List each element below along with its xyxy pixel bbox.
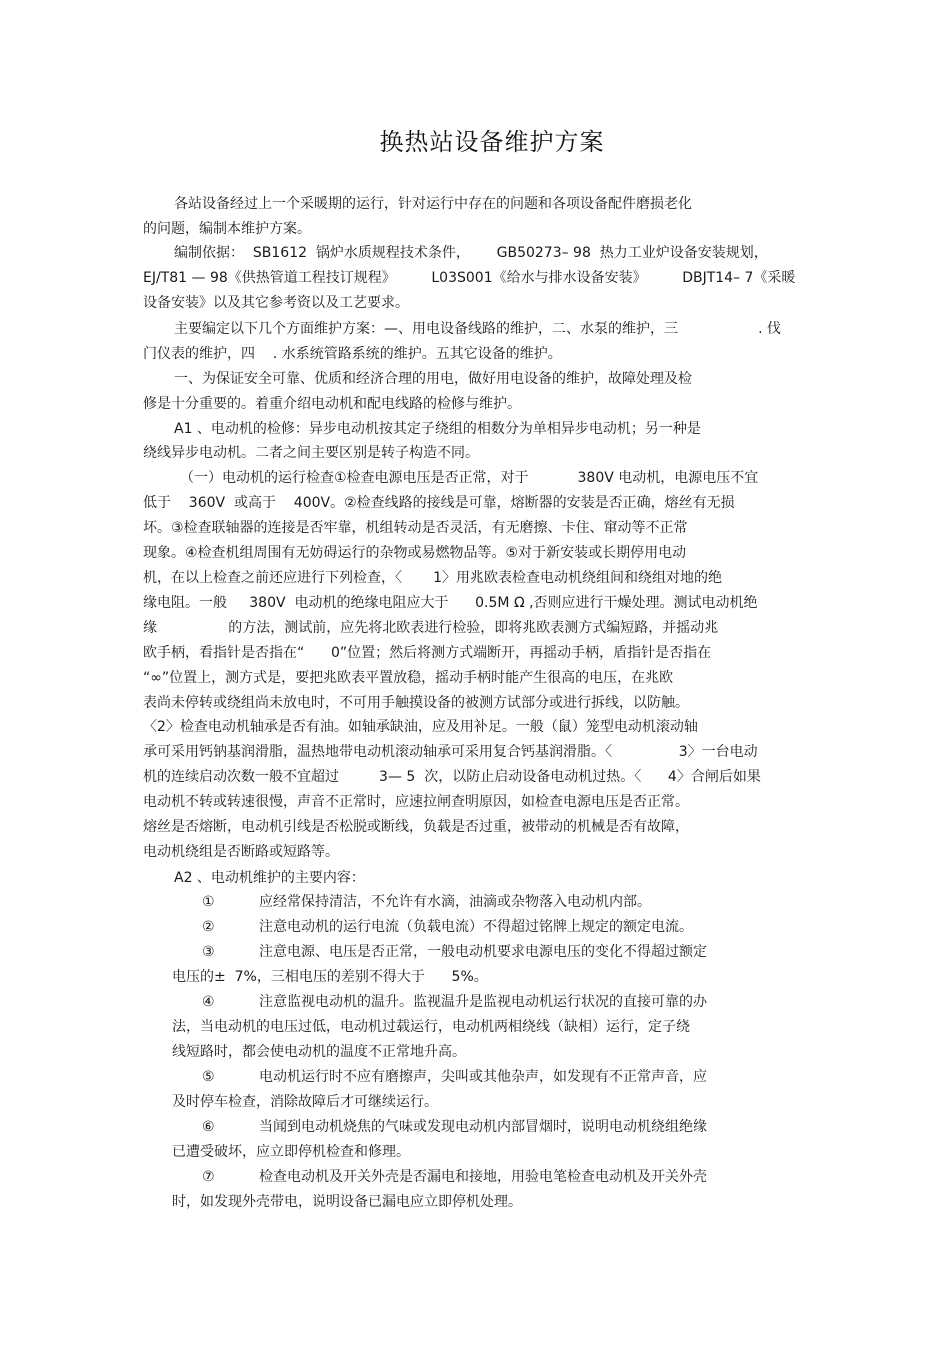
body-text-line: 已遭受破坏，应立即停机检查和修理。: [172, 1144, 410, 1160]
body-text-line: 设备安装》以及其它参考资以及工艺要求。: [143, 295, 409, 311]
body-text-line: 电动机不转或转速很慢，声音不正常时，应速拉闸查明原因，如检查电源电压是否正常。: [143, 794, 689, 810]
body-text-line: A1 、电动机的检修：异步电动机按其定子绕组的相数分为单相异步电动机；另一种是: [174, 421, 701, 437]
body-text-line: 缘 的方法，测试前，应先将北欧表进行检验，即将兆欧表测方式编短路，并摇动兆: [143, 620, 719, 636]
document-title: 换热站设备维护方案: [379, 128, 605, 156]
body-text-line: “∞”位置上，测方式是，要把兆欧表平置放稳，摇动手柄时能产生很高的电压，在兆欧: [143, 670, 674, 686]
body-text-line: 坏。③检查联轴器的连接是否牢靠，机组转动是否灵活，有无磨擦、卡住、窜动等不正常: [143, 520, 688, 536]
body-text-line: 表尚未停转或绕组尚未放电时，不可用手触摸设备的被测方试部分或进行拆线，以防触。: [143, 695, 689, 711]
body-text-line: 机的连续启动次数一般不宜超过 3— 5 次，以防止启动设备电动机过热。〈 4〉合闸后如果: [143, 769, 761, 785]
body-text-line: 编制依据： SB1612 锅炉水质规程技术条件， GB50273– 98 热力工业炉设备安装规划，: [174, 245, 768, 261]
body-text-line: 电压的± 7%，三相电压的差别不得大于 5%。: [172, 969, 488, 985]
body-text-line: A2 、电动机维护的主要内容：: [174, 870, 365, 886]
body-text-line: 法，当电动机的电压过低，电动机过载运行，电动机两相绕线（缺相）运行，定子绕: [172, 1019, 690, 1035]
body-text-line: 门仪表的维护，四 . 水系统管路系统的维护。五其它设备的维护。: [143, 346, 562, 362]
body-text-line: 欧手柄，看指针是否指在“ 0”位置；然后将测方式端断开，再摇动手柄，盾指针是否指在: [143, 645, 712, 661]
list-item: ① 应经常保持清洁，不允许有水滴，油滴或杂物落入电动机内部。: [202, 894, 652, 910]
list-item: ② 注意电动机的运行电流（负载电流）不得超过铭牌上规定的额定电流。: [202, 919, 694, 935]
body-text-line: 〈2〉检查电动机轴承是否有油。如轴承缺油，应及用补足。一般（鼠）笼型电动机滚动轴: [143, 719, 698, 735]
body-text-line: 现象。④检查机组周围有无妨碍运行的杂物或易燃物品等。⑤对于新安装或长期停用电动: [143, 545, 687, 561]
body-text-line: 的问题，编制本维护方案。: [143, 221, 311, 237]
body-text-line: 低于 360V 或高于 400V。②检查线路的接线是可靠，熔断器的安装是否正确，熔丝有无损: [143, 495, 735, 511]
body-text-line: 及时停车检查，消除故障后才可继续运行。: [172, 1094, 438, 1110]
body-text-line: （一）电动机的运行检查①检查电源电压是否正常，对于 380V 电动机，电源电压不宜: [180, 470, 759, 486]
body-text-line: 机，在以上检查之前还应进行下列检查，〈 1〉用兆欧表检查电动机绕组间和绕组对地的绝: [143, 570, 723, 586]
list-item: ③ 注意电源、电压是否正常，一般电动机要求电源电压的变化不得超过额定: [202, 944, 708, 960]
body-text-line: 熔丝是否熔断，电动机引线是否松脱或断线，负载是否过重，被带动的机械是否有故障，: [143, 819, 689, 835]
list-item: ④ 注意监视电动机的温升。监视温升是监视电动机运行状况的直接可靠的办: [202, 994, 708, 1010]
body-text-line: 线短路时，都会使电动机的温度不正常地升高。: [172, 1044, 466, 1060]
list-item: ⑥ 当闻到电动机烧焦的气味或发现电动机内部冒烟时，说明电动机绕组绝缘: [202, 1119, 708, 1135]
body-text-line: 修是十分重要的。着重介绍电动机和配电线路的检修与维护。: [143, 396, 521, 412]
body-text-line: 缘电阻。一般 380V 电动机的绝缘电阻应大于 0.5M Ω ,否则应进行干燥处理。测试电动机绝: [143, 595, 758, 611]
body-text-line: 承可采用钙钠基润滑脂，温热地带电动机滚动轴承可采用复合钙基润滑脂。〈 3〉一台电动: [143, 744, 758, 760]
list-item: ⑤ 电动机运行时不应有磨擦声，尖叫或其他杂声，如发现有不正常声音，应: [202, 1069, 708, 1085]
body-text-line: 主要编定以下几个方面维护方案：—、用电设备线路的维护，二、水泵的维护，三 . 伐: [174, 321, 782, 337]
body-text-line: EJ/T81 — 98《供热管道工程技订规程》 L03S001《给水与排水设备安装》 DBJT14– 7《采暖: [143, 270, 796, 286]
body-text-line: 一、为保证安全可靠、优质和经济合理的用电，做好用电设备的维护，故障处理及检: [174, 371, 692, 387]
body-text-line: 电动机绕组是否断路或短路等。: [143, 844, 339, 860]
body-text-line: 绕线异步电动机。二者之间主要区别是转子构造不同。: [143, 445, 479, 461]
list-item: ⑦ 检查电动机及开关外壳是否漏电和接地，用验电笔检查电动机及开关外壳: [202, 1169, 708, 1185]
body-text-line: 各站设备经过上一个采暖期的运行，针对运行中存在的问题和各项设备配件磨损老化: [174, 196, 692, 212]
body-text-line: 时，如发现外壳带电，说明设备已漏电应立即停机处理。: [172, 1194, 522, 1210]
